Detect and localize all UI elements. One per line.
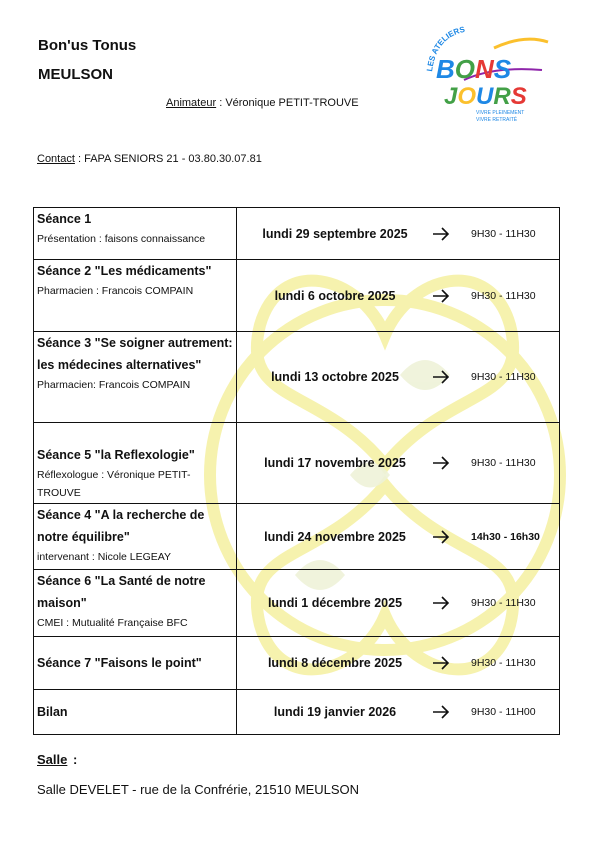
- arrow-right-icon: [432, 227, 450, 241]
- session-info-cell: [34, 332, 237, 423]
- logo-swoosh-yellow: [494, 39, 548, 48]
- arrow-right-icon: [432, 370, 450, 384]
- animateur-label: Animateur: [166, 97, 217, 109]
- session-row: [34, 570, 560, 637]
- session-date-cell: [237, 504, 560, 570]
- session-info-cell: [34, 570, 237, 637]
- session-date: lundi 8 décembre 2025: [267, 656, 403, 670]
- session-info-cell: [34, 208, 237, 260]
- session-row: [34, 260, 560, 332]
- arrow-right-icon: [432, 596, 450, 610]
- session-row: [34, 423, 560, 504]
- session-info-cell: [34, 260, 237, 332]
- arrow-right-icon: [432, 530, 450, 544]
- session-date-cell: [237, 260, 560, 332]
- animateur-name: Véronique PETIT-TROUVE: [225, 97, 359, 109]
- arrow-right-icon: [432, 456, 450, 470]
- session-title: Séance 5 "la Reflexologie": [37, 448, 195, 462]
- session-info-cell: [34, 690, 237, 735]
- session-title: Séance 6 "La Santé de notre maison": [37, 574, 206, 610]
- salle-label: Salle: [37, 752, 68, 767]
- title-line1: Bon'us Tonus: [38, 37, 137, 54]
- session-row: [34, 332, 560, 423]
- session-info-cell: [34, 504, 237, 570]
- session-title: Séance 3 "Se soigner autrement: les médecines alternatives": [37, 336, 233, 372]
- session-row: [34, 690, 560, 735]
- session-info-cell: [34, 637, 237, 690]
- logo-tagline1: VIVRE PLEINEMENT: [476, 110, 525, 116]
- logo-line1: BONS: [436, 54, 512, 84]
- session-title: Séance 1: [37, 212, 92, 226]
- session-speaker: Pharmacien: Francois COMPAIN: [37, 379, 191, 391]
- session-speaker: Présentation : faisons connaissance: [37, 233, 206, 245]
- session-time: 9H30 - 11H00: [471, 706, 536, 718]
- arrow-right-icon: [432, 656, 450, 670]
- contact-value: : FAPA SENIORS 21 - 03.80.30.07.81: [74, 153, 262, 165]
- contact-line: [37, 153, 262, 165]
- arrow-right-icon: [432, 289, 450, 303]
- session-time: 9H30 - 11H30: [471, 227, 536, 240]
- session-speaker: CMEI : Mutualité Française BFC: [37, 617, 188, 629]
- session-date-cell: [237, 332, 560, 423]
- salle-label-suffix: :: [73, 752, 78, 767]
- session-title: Bilan: [37, 704, 68, 719]
- session-speaker: Pharmacien : Francois COMPAIN: [37, 285, 194, 297]
- bons-jours-logo: [424, 26, 554, 130]
- session-row: [34, 504, 560, 570]
- session-time: 9H30 - 11H30: [471, 371, 536, 383]
- arrow-right-icon: [432, 705, 450, 719]
- logo-arc-text: LES ATELIERS: [425, 26, 466, 73]
- session-date: lundi 29 septembre 2025: [262, 226, 408, 241]
- session-speaker: intervenant : Nicole LEGEAY: [37, 551, 172, 563]
- session-date-cell: [237, 637, 560, 690]
- session-title: Séance 2 "Les médicaments": [37, 264, 212, 278]
- session-row: [34, 637, 560, 690]
- contact-label: Contact: [37, 153, 75, 165]
- animateur-sep: :: [216, 97, 226, 109]
- session-date: lundi 24 novembre 2025: [264, 529, 406, 544]
- session-date: lundi 1 décembre 2025: [267, 596, 403, 610]
- session-date-cell: [237, 690, 560, 735]
- session-time: 9H30 - 11H30: [471, 289, 536, 302]
- session-time: 14h30 - 16h30: [471, 530, 540, 543]
- session-date: lundi 13 octobre 2025: [271, 370, 399, 384]
- session-time: 9H30 - 11H30: [471, 657, 536, 669]
- session-date: lundi 6 octobre 2025: [274, 288, 396, 303]
- session-date-cell: [237, 208, 560, 260]
- schedule-table: [33, 207, 560, 735]
- animateur-line: [166, 97, 359, 109]
- session-info-cell: [34, 423, 237, 504]
- session-date-cell: [237, 570, 560, 637]
- logo-line2: JOURS: [444, 83, 527, 110]
- session-speaker: Réflexologue : Véronique PETIT-TROUVE: [37, 469, 191, 499]
- session-date-cell: [237, 423, 560, 504]
- title-line2: MEULSON: [38, 66, 113, 83]
- session-row: [34, 208, 560, 260]
- session-time: 9H30 - 11H30: [471, 597, 536, 609]
- salle-address: Salle DEVELET - rue de la Confrérie, 21510 MEULSON: [37, 782, 360, 797]
- session-title: Séance 7 "Faisons le point": [37, 655, 202, 670]
- logo-tagline2: VIVRE RETRAITÉ: [476, 117, 518, 123]
- session-time: 9H30 - 11H30: [471, 457, 536, 469]
- session-date: lundi 19 janvier 2026: [273, 705, 397, 719]
- session-title: Séance 4 "A la recherche de notre équilibre": [37, 508, 205, 544]
- session-date: lundi 17 novembre 2025: [264, 456, 406, 470]
